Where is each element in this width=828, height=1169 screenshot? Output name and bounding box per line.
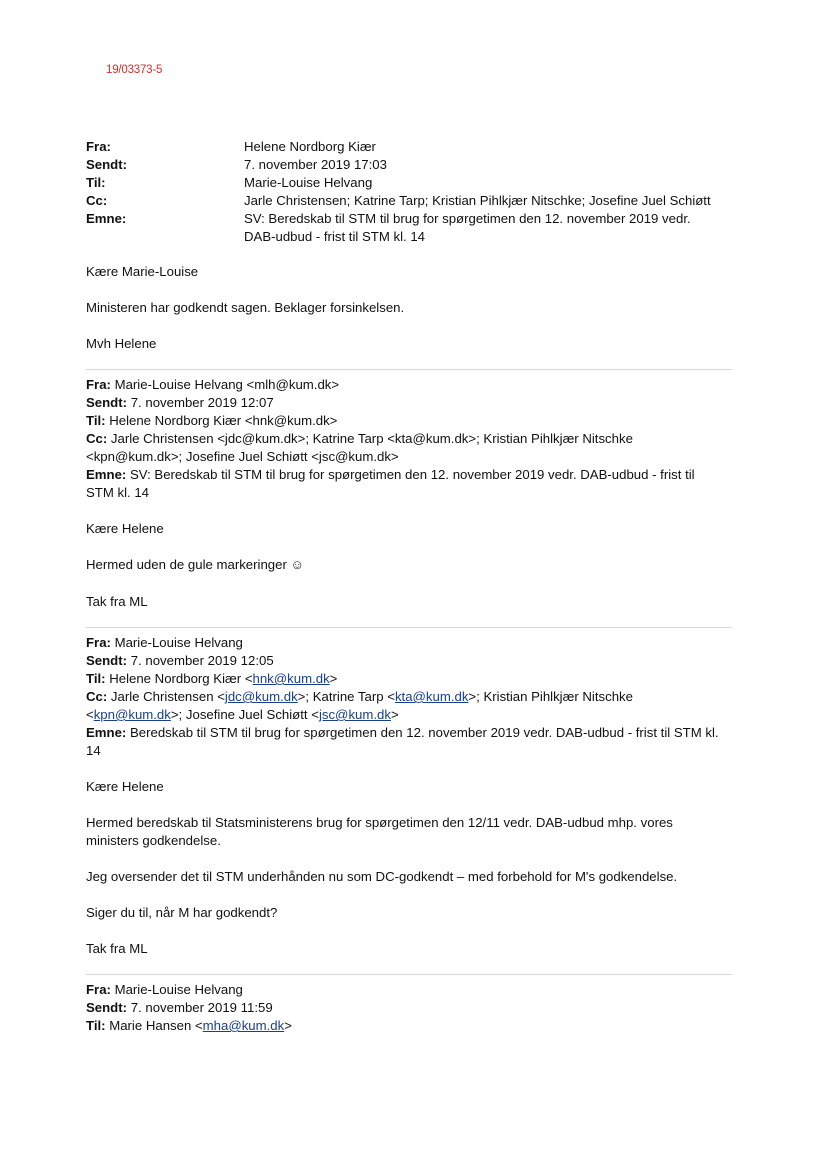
fwd1-signoff: Tak fra ML [86,594,148,609]
fwd2-to-label: Til: [86,671,106,686]
separator-3 [86,974,732,975]
fwd1-body: Hermed uden de gule markeringer ☺ [86,557,304,572]
email1-body: Ministeren har godkendt sagen. Beklager forsinkelsen. [86,300,405,315]
header-cc-value: Jarle Christensen; Katrine Tarp; Kristian Pihlkjær Nitschke; Josefine Juel Schiøtt [244,193,711,208]
fwd2-sent-value: 7. november 2019 12:05 [127,653,274,668]
fwd2-to-email-link[interactable]: hnk@kum.dk [252,671,330,686]
document-number: 19/03373-5 [106,64,163,76]
fwd2-from-label: Fra: [86,635,111,650]
header-subject-value [244,210,746,246]
fwd2-cc-part-d: < [86,707,94,722]
fwd2-to-row [86,670,736,688]
fwd2-cc-email3-link[interactable]: kpn@kum.dk [93,707,171,722]
header-subject-row [86,210,746,246]
fwd2-subject-line1: Beredskab til STM til brug for spørgetimen den 12. november 2019 vedr. DAB-udbud - frist til STM kl. [126,725,719,740]
header-from-value: Helene Nordborg Kiær [244,139,376,154]
fwd2-to-name: Helene Nordborg Kiær < [105,671,253,686]
fwd2-body1 [86,814,736,850]
fwd1-subject-row [86,466,736,484]
fwd3-sent-value: 7. november 2019 11:59 [127,1000,273,1015]
email1-signoff: Mvh Helene [86,336,157,351]
header-sent-row [86,156,746,174]
fwd1-from-label: Fra: [86,377,111,392]
fwd1-to-row [86,412,736,430]
fwd1-subject-line1: SV: Beredskab til STM til brug for spørgetimen den 12. november 2019 vedr. DAB-udbud - frist til [126,467,695,482]
fwd2-cc-label: Cc: [86,689,108,704]
fwd2-signoff: Tak fra ML [86,941,148,956]
fwd3-from-row [86,981,736,999]
fwd3-from-label: Fra: [86,982,111,997]
separator-2 [86,627,732,628]
fwd3-to-row [86,1017,736,1035]
header-to-row [86,174,746,192]
fwd3-to-label: Til: [86,1018,106,1033]
fwd2-greeting: Kære Helene [86,779,164,794]
fwd2-cc-row2 [86,706,736,724]
header-to-label: Til: [86,175,106,190]
header-cc-row [86,192,746,210]
fwd3-sent-label: Sendt: [86,1000,128,1015]
header-to-value: Marie-Louise Helvang [244,175,373,190]
fwd2-subject-row [86,724,736,742]
fwd2-cc-email2-link[interactable]: kta@kum.dk [394,689,469,704]
fwd1-subject-label: Emne: [86,467,127,482]
fwd1-sent-label: Sendt: [86,395,128,410]
fwd2-cc-email4-link[interactable]: jsc@kum.dk [318,707,391,722]
fwd1-cc-value-line2: <kpn@kum.dk>; Josefine Juel Schiøtt <jsc@kum.dk> [86,449,399,464]
fwd2-cc-part-b: >; Katrine Tarp < [297,689,395,704]
fwd1-cc-label: Cc: [86,431,108,446]
fwd1-greeting: Kære Helene [86,521,164,536]
fwd3-to-end: > [284,1018,292,1033]
fwd2-body2: Jeg oversender det til STM underhånden nu som DC-godkendt – med forbehold for M's godkendelse. [86,869,678,884]
email1-greeting: Kære Marie-Louise [86,264,199,279]
fwd2-from-row [86,634,736,652]
fwd2-cc-part-f: > [390,707,399,722]
fwd1-sent-value: 7. november 2019 12:07 [127,395,274,410]
fwd2-subject-label: Emne: [86,725,127,740]
fwd1-from-value: Marie-Louise Helvang <mlh@kum.dk> [110,377,340,392]
fwd2-cc-email1-link[interactable]: jdc@kum.dk [224,689,298,704]
header-sent-value: 7. november 2019 17:03 [244,157,387,172]
fwd2-cc-part-a: Jarle Christensen < [107,689,225,704]
header-cc-label: Cc: [86,193,108,208]
header-subject-line2: DAB-udbud - frist til STM kl. 14 [244,229,426,244]
fwd2-from-value: Marie-Louise Helvang [110,635,243,650]
fwd3-to-email-link[interactable]: mha@kum.dk [202,1018,285,1033]
fwd2-subject-line2: 14 [86,743,101,758]
fwd2-sent-row [86,652,736,670]
separator-1 [86,369,732,370]
fwd2-body3: Siger du til, når M har godkendt? [86,905,278,920]
fwd3-to-name: Marie Hansen < [105,1018,203,1033]
email-header [86,138,746,246]
fwd2-sent-label: Sendt: [86,653,128,668]
fwd1-subject-line2: STM kl. 14 [86,485,150,500]
header-from-label: Fra: [86,139,111,154]
fwd2-to-end: > [329,671,338,686]
fwd2-body1-line2: ministers godkendelse. [86,833,221,848]
header-from-row [86,138,746,156]
fwd1-to-label: Til: [86,413,106,428]
fwd2-body1-line1: Hermed beredskab til Statsministerens brug for spørgetimen den 12/11 vedr. DAB-udbud mhp. vores [86,815,673,830]
header-subject-label: Emne: [86,211,127,226]
fwd1-from-row [86,376,736,394]
fwd2-cc-part-c: >; Kristian Pihlkjær Nitschke [468,689,633,704]
fwd1-to-value: Helene Nordborg Kiær <hnk@kum.dk> [105,413,338,428]
fwd3-header [86,981,736,1035]
fwd2-cc-row [86,688,736,706]
fwd3-sent-row [86,999,736,1017]
fwd1-sent-row [86,394,736,412]
header-subject-line1: SV: Beredskab til STM til brug for spørgetimen den 12. november 2019 vedr. [244,211,691,226]
header-sent-label: Sendt: [86,157,128,172]
fwd1-header [86,376,736,502]
fwd3-from-value: Marie-Louise Helvang [110,982,243,997]
fwd1-cc-value-line1: Jarle Christensen <jdc@kum.dk>; Katrine Tarp <kta@kum.dk>; Kristian Pihlkjær Nitschke [107,431,633,446]
fwd1-cc-row [86,430,736,448]
fwd2-header [86,634,736,760]
fwd2-cc-part-e: >; Josefine Juel Schiøtt < [170,707,319,722]
